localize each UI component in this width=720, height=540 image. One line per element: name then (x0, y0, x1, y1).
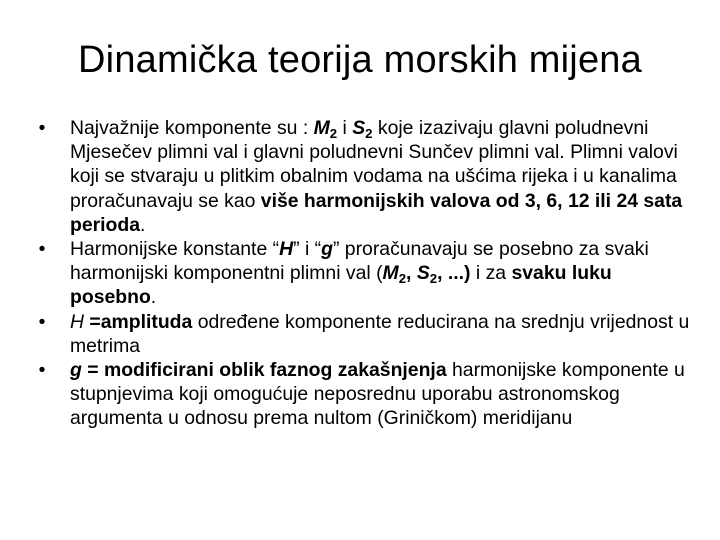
bullet-harmonic-constants (28, 237, 696, 310)
symbol-g: g (321, 238, 333, 261)
text-segment: više harmonijskih valova od 3, 6, 12 ili 24 sata perioda (70, 189, 683, 236)
symbol-h: H (70, 310, 85, 333)
text-segment: . (140, 213, 146, 236)
bullet-amplitude (28, 310, 696, 358)
bullet-dot: • (38, 238, 46, 261)
text-segment: =amplituda (84, 310, 193, 333)
symbol-g: g (70, 359, 82, 382)
text-segment: harmonijske komponente u stupnjevima koji omogućuje neposrednu uporabu astronomskog argumenta u odnosu prema nultom (Griničkom) meridijanu (70, 359, 685, 430)
bullet-main-components (28, 116, 696, 237)
slide-title: Dinamička teorija morskih mijena (78, 39, 642, 81)
text-segment: koje izazivaju glavni poludnevni Mjesečev plimni val i glavni poludnevni Sunčev plimni val. (70, 117, 649, 164)
text-segment: = modificirani oblik faznog zakašnjenja (81, 359, 447, 382)
text-segment: ” proračunavaju se posebno za svaki harmonijski komponentni plimni val ( (70, 238, 649, 285)
symbol-h: H (279, 238, 294, 261)
text-segment: , ...) (437, 262, 471, 285)
text-segment: ” i “ (293, 238, 322, 261)
bullet-dot: • (38, 117, 46, 139)
text-segment: Najvažnije komponente su : (70, 117, 314, 139)
text-segment: , (406, 262, 417, 285)
symbol-s: S (416, 262, 430, 285)
text-segment: Plimni valovi koji se stvaraju u plitkim obalnim vodama na ušćima rijeka i u kanalima proračunavaju se kao (70, 141, 678, 212)
subscript: 2 (329, 125, 338, 141)
text-segment: i (337, 117, 353, 139)
bullet-dot: • (38, 359, 46, 382)
subscript: 2 (365, 125, 373, 141)
subscript: 2 (398, 271, 407, 287)
symbol-m: M (382, 262, 399, 285)
text-segment: Harmonijske konstante “ (70, 238, 280, 261)
bullet-dot: • (38, 310, 46, 333)
bullet-phase (28, 358, 696, 431)
symbol-m: M (313, 117, 330, 139)
text-segment: i za (470, 262, 512, 285)
text-segment: . (150, 286, 157, 309)
text-segment: određene komponente reducirana na srednju vrijednost u metrima (70, 310, 690, 357)
symbol-s: S (352, 117, 366, 139)
bullet-list (28, 116, 696, 431)
subscript: 2 (429, 271, 438, 287)
text-segment: svaku luku posebno (70, 262, 612, 309)
